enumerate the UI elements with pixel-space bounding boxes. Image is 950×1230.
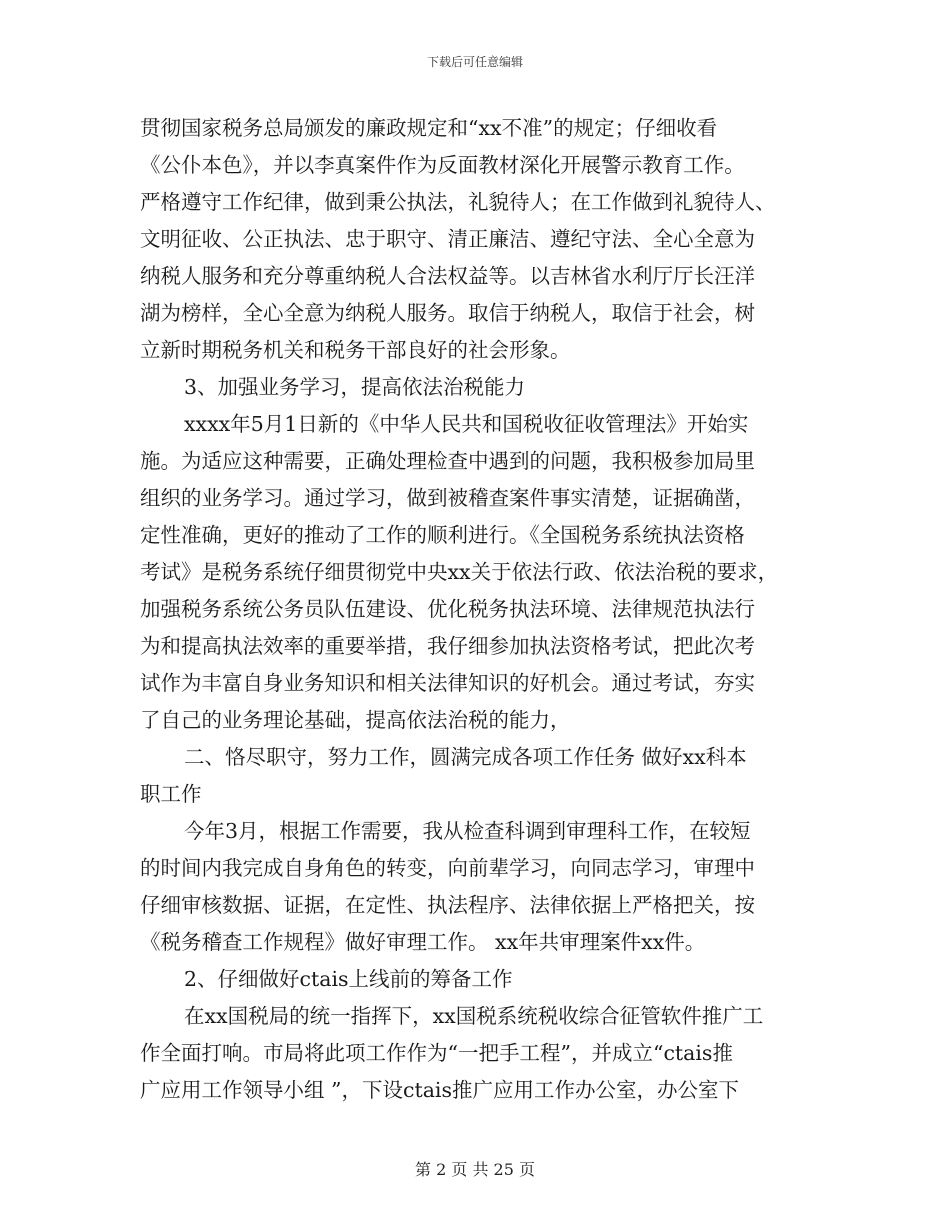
text-line: 今年3月，根据工作需要，我从检查科调到审理科工作，在较短 bbox=[184, 819, 751, 843]
document-body bbox=[140, 110, 830, 1109]
text-line: 广应用工作领导小组 ”，下设ctais推广应用工作办公室，办公室下 bbox=[140, 1078, 740, 1102]
text-line: 仔细审核数据、证据，在定性、执法程序、法律依据上严格把关，按 bbox=[140, 893, 755, 917]
text-line: 严格遵守工作纪律，做到秉公执法，礼貌待人；在工作做到礼貌待人、 bbox=[140, 190, 776, 214]
text-line: 文明征收、公正执法、忠于职守、清正廉洁、遵纪守法、全心全意为 bbox=[140, 227, 755, 251]
text-line: 组织的业务学习。通过学习，做到被稽查案件事实清楚，证据确凿， bbox=[140, 486, 755, 510]
text-line: xxxx年5月1日新的《中华人民共和国税收征收管理法》开始实 bbox=[184, 412, 749, 436]
text-line: 职工作 bbox=[140, 782, 202, 806]
text-line: 纳税人服务和充分尊重纳税人合法权益等。以吉林省水利厅厅长汪洋 bbox=[140, 264, 755, 288]
section-heading: 3、加强业务学习，提高依法治税能力 bbox=[184, 375, 526, 399]
text-line: 《税务稽查工作规程》做好审理工作。 xx年共审理案件xx件。 bbox=[140, 930, 706, 954]
text-line: 试作为丰富自身业务知识和相关法律知识的好机会。通过考试，夯实 bbox=[140, 671, 755, 695]
text-line: 《公仆本色》，并以李真案件作为反面教材深化开展警示教育工作。 bbox=[140, 153, 745, 177]
text-line: 作全面打响。市局将此项工作作为“一把手工程”，并成立“ctais推 bbox=[140, 1041, 733, 1065]
text-line: 考试》是税务系统仔细贯彻党中央xx关于依法行政、依法治税的要求， bbox=[140, 560, 779, 584]
section-heading: 二、恪尽职守，努力工作，圆满完成各项工作任务 做好xx科本 bbox=[184, 745, 747, 769]
page-header: 下载后可任意编辑 bbox=[426, 55, 523, 69]
page-footer: 第 2 页 共 25 页 bbox=[415, 1160, 535, 1179]
text-line: 施。为适应这种需要，正确处理检查中遇到的问题，我积极参加局里 bbox=[140, 449, 755, 473]
text-line: 加强税务系统公务员队伍建设、优化税务执法环境、法律规范执法行 bbox=[140, 597, 755, 621]
text-line: 定性准确，更好的推动了工作的顺利进行。《全国税务系统执法资格 bbox=[140, 523, 745, 547]
text-line: 在xx国税局的统一指挥下，xx国税系统税收综合征管软件推广工 bbox=[184, 1004, 764, 1028]
text-line: 为和提高执法效率的重要举措，我仔细参加执法资格考试，把此次考 bbox=[140, 634, 755, 658]
text-line: 贯彻国家税务总局颁发的廉政规定和“xx不准”的规定；仔细收看 bbox=[140, 116, 718, 140]
text-line: 湖为榜样，全心全意为纳税人服务。取信于纳税人，取信于社会，树 bbox=[140, 301, 755, 325]
text-line: 立新时期税务机关和税务干部良好的社会形象。 bbox=[140, 338, 571, 362]
text-line: 的时间内我完成自身角色的转变，向前辈学习，向同志学习，审理中 bbox=[140, 856, 755, 880]
section-heading: 2、仔细做好ctais上线前的筹备工作 bbox=[184, 967, 513, 991]
text-line: 了自己的业务理论基础，提高依法治税的能力， bbox=[140, 708, 571, 732]
